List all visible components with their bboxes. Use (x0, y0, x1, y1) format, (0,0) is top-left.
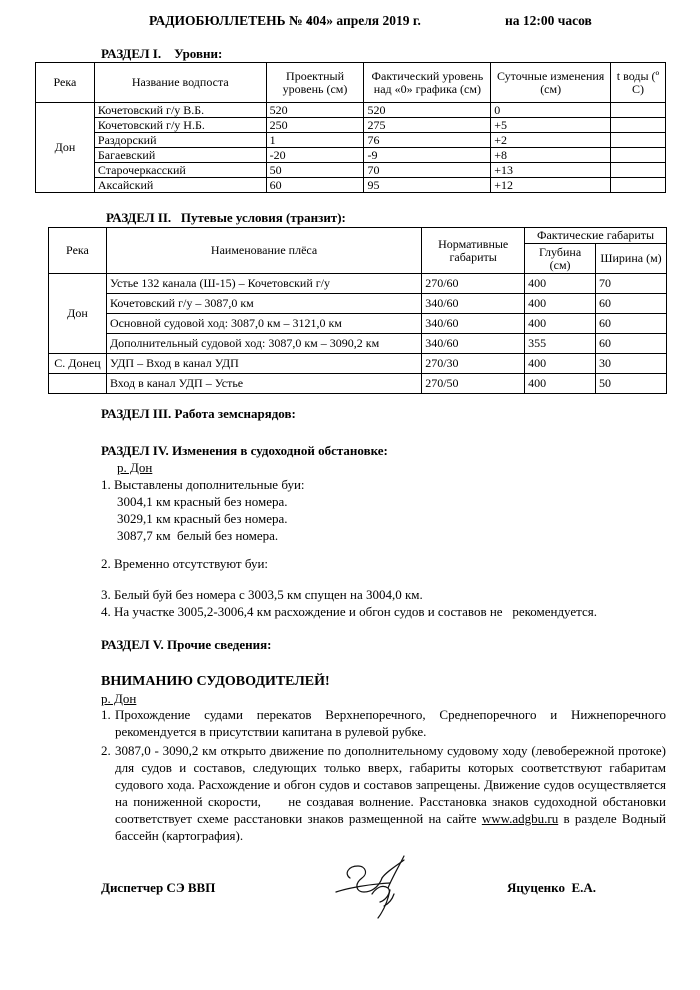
post-name: Раздорский (94, 133, 266, 148)
stretch-name: Кочетовский г/у – 3087,0 км (106, 294, 421, 314)
actual-level: 520 (364, 103, 491, 118)
water-temp (611, 163, 666, 178)
table-row (36, 178, 666, 193)
dispatcher-position: Диспетчер СЭ ВВП (101, 880, 216, 895)
list-text-part: 3087,0 - 3090,2 км открыто движение по дополнительному судовому ходу (левобережной протоке) для судов и составов, следующих только вверх, габариты которых соответствуют габаритам судового хода. Расхождение и обгон судов и составов запрещены. Движение судов осуществляется на пониженной скорости, не создавая волнение. Расстановка знаков судоходной обстановки соответствует схеме расстановки знаков размещенной на сайте (115, 743, 670, 826)
table-row (49, 374, 667, 394)
levels-header-actual: Фактический уровень над «0» графика (см) (364, 63, 491, 103)
levels-header-row (36, 63, 666, 103)
post-name: Багаевский (94, 148, 266, 163)
design-level: 520 (266, 103, 364, 118)
width-value: 60 (596, 314, 667, 334)
daily-change: 0 (491, 103, 611, 118)
list-text-part: в разделе Водный бассейн (картография). (115, 811, 670, 843)
table-row (49, 334, 667, 354)
list-number: 2. (101, 743, 111, 758)
section4-river: р. Дон (117, 460, 153, 475)
daily-change: +5 (491, 118, 611, 133)
section1-title: РАЗДЕЛ I. Уровни: (101, 46, 223, 61)
actual-level: 275 (364, 118, 491, 133)
transit-header-depth: Глубина (см) (525, 244, 596, 274)
transit-header-row (49, 228, 667, 244)
section2-title: РАЗДЕЛ II. Путевые условия (транзит): (106, 210, 346, 225)
table-row (49, 354, 667, 374)
design-level: -20 (266, 148, 364, 163)
table-row (36, 103, 666, 118)
depth-value: 400 (525, 314, 596, 334)
list-number: 1. (101, 707, 111, 722)
buoy-entry: 3087,7 км белый без номера. (117, 528, 279, 543)
attention-title: ВНИМАНИЮ СУДОВОДИТЕЛЕЙ! (101, 674, 330, 689)
table-row (49, 294, 667, 314)
buoy-entry: 3029,1 км красный без номера. (117, 511, 288, 526)
post-name: Кочетовский г/у В.Б. (94, 103, 266, 118)
transit-header-actual: Фактические габариты (525, 228, 667, 244)
levels-river: Дон (36, 103, 95, 193)
levels-header-river: Река (36, 63, 95, 103)
transit-header-stretch: Наименование плёса (106, 228, 421, 274)
levels-header-design: Проектный уровень (см) (266, 63, 364, 103)
width-value: 60 (596, 334, 667, 354)
transit-river-don: Дон (49, 274, 107, 354)
levels-header-daily: Суточные изменения (см) (491, 63, 611, 103)
transit-river-sdonets: С. Донец (49, 354, 107, 374)
section5-title: РАЗДЕЛ V. Прочие сведения: (101, 637, 272, 652)
transit-table (48, 227, 667, 394)
section4-item1: 1. Выставлены дополнительные буи: (101, 477, 305, 492)
norm-size: 340/60 (422, 294, 525, 314)
width-value: 50 (596, 374, 667, 394)
attention-river: р. Дон (101, 691, 137, 706)
water-temp (611, 178, 666, 193)
signature-image (330, 848, 425, 920)
water-temp (611, 133, 666, 148)
design-level: 60 (266, 178, 364, 193)
stretch-name: УДП – Вход в канал УДП (106, 354, 421, 374)
actual-level: 76 (364, 133, 491, 148)
attention-item-2 (101, 742, 670, 844)
actual-level: 95 (364, 178, 491, 193)
dispatcher-name: Яцуценко Е.А. (507, 880, 597, 895)
table-row (36, 133, 666, 148)
depth-value: 400 (525, 374, 596, 394)
levels-header-post: Название водпоста (94, 63, 266, 103)
table-row (49, 314, 667, 334)
depth-value: 400 (525, 274, 596, 294)
stretch-name: Вход в канал УДП – Устье (106, 374, 421, 394)
transit-header-width: Ширина (м) (596, 244, 667, 274)
actual-level: 70 (364, 163, 491, 178)
list-text (101, 742, 670, 844)
bulletin-title: РАДИОБЮЛЛЕТЕНЬ № 4 (149, 13, 313, 28)
width-value: 30 (596, 354, 667, 374)
transit-header-river: Река (49, 228, 107, 274)
post-name: Кочетовский г/у Н.Б. (94, 118, 266, 133)
levels-header-temp: t воды (º С) (611, 63, 666, 103)
table-row (36, 163, 666, 178)
attention-item-1 (101, 706, 666, 740)
depth-value: 355 (525, 334, 596, 354)
transit-header-norm: Нормативные габариты (422, 228, 525, 274)
depth-value: 400 (525, 294, 596, 314)
daily-change: +8 (491, 148, 611, 163)
stretch-name: Дополнительный судовой ход: 3087,0 км – 3090,2 км (106, 334, 421, 354)
actual-level: -9 (364, 148, 491, 163)
transit-river-empty (49, 374, 107, 394)
table-row (36, 118, 666, 133)
list-text: Прохождение судами перекатов Верхнепоречного, Среднепоречного и Нижнепоречного рекомендуется в присутствии капитана в рулевой рубке. (115, 707, 666, 739)
water-temp (611, 148, 666, 163)
section4-item2: 2. Временно отсутствуют буи: (101, 556, 269, 571)
width-value: 60 (596, 294, 667, 314)
bulletin-time: на 12:00 часов (505, 13, 592, 28)
depth-value: 400 (525, 354, 596, 374)
design-level: 250 (266, 118, 364, 133)
water-temp (611, 118, 666, 133)
norm-size: 270/50 (422, 374, 525, 394)
width-value: 70 (596, 274, 667, 294)
water-temp (611, 103, 666, 118)
section3-title: РАЗДЕЛ III. Работа земснарядов: (101, 406, 296, 421)
stretch-name: Устье 132 канала (Ш-15) – Кочетовский г/у (106, 274, 421, 294)
stretch-name: Основной судовой ход: 3087,0 км – 3121,0 км (106, 314, 421, 334)
norm-size: 270/30 (422, 354, 525, 374)
buoy-entry: 3004,1 км красный без номера. (117, 494, 288, 509)
norm-size: 340/60 (422, 314, 525, 334)
section4-item4: 4. На участке 3005,2-3006,4 км расхождение и обгон судов и составов не рекомендуется. (101, 604, 597, 619)
norm-size: 270/60 (422, 274, 525, 294)
norm-size: 340/60 (422, 334, 525, 354)
design-level: 1 (266, 133, 364, 148)
daily-change: +2 (491, 133, 611, 148)
section4-title: РАЗДЕЛ IV. Изменения в судоходной обстановке: (101, 443, 388, 458)
design-level: 50 (266, 163, 364, 178)
post-name: Старочеркасский (94, 163, 266, 178)
section4-item3: 3. Белый буй без номера с 3003,5 км спущен на 3004,0 км. (101, 587, 423, 602)
daily-change: +13 (491, 163, 611, 178)
table-row (49, 274, 667, 294)
site-link[interactable]: www.adgbu.ru (481, 811, 559, 826)
daily-change: +12 (491, 178, 611, 193)
post-name: Аксайский (94, 178, 266, 193)
table-row (36, 148, 666, 163)
levels-table (35, 62, 666, 193)
bulletin-date: «04» апреля 2019 г. (306, 13, 421, 28)
